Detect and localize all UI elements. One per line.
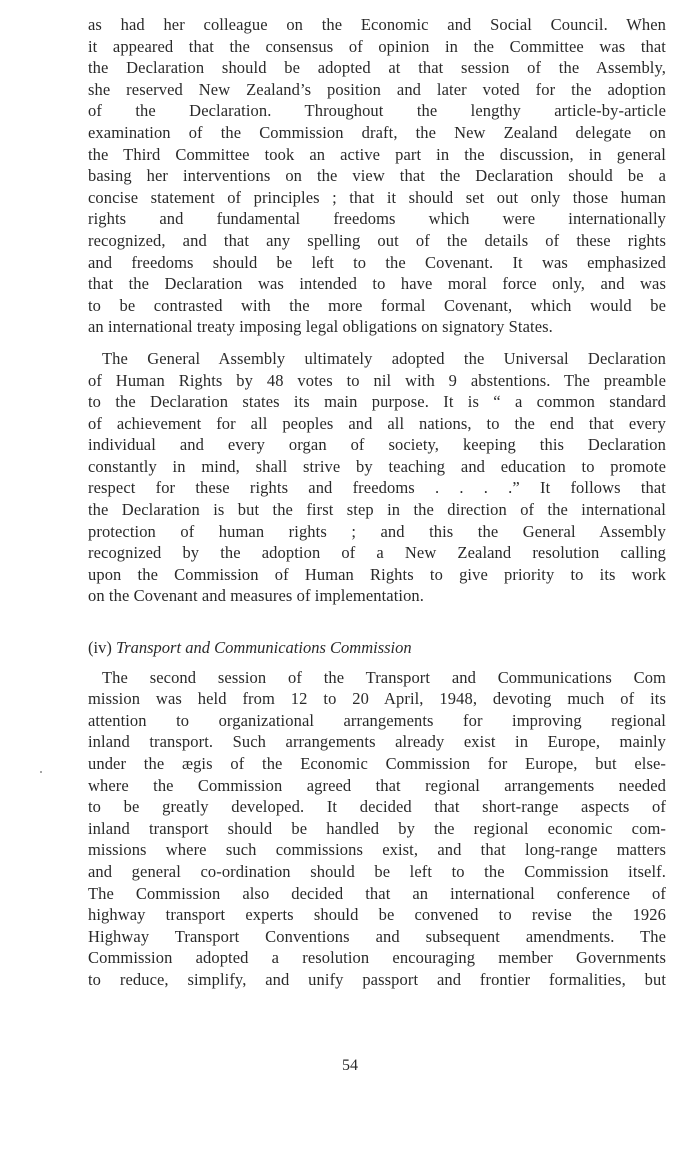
text-line: on the Covenant and measures of implementation. (88, 586, 424, 606)
text-line: Highway Transport Conventions and subsequent amendments. The (88, 926, 666, 946)
text-line: missions where such commissions exist, and that long-range matters (88, 840, 666, 860)
paragraph-universal-declaration (88, 348, 666, 607)
text-line: The Commission also decided that an international conference of (88, 883, 666, 903)
paragraph-declaration-adoption (88, 14, 666, 338)
page-body (88, 14, 666, 991)
text-line: to the Declaration states its main purpose. It is “ a common standard (88, 392, 666, 412)
text-line: and freedoms should be left to the Covenant. It was emphasized (88, 252, 666, 272)
text-line: upon the Commission of Human Rights to give priority to its work (88, 564, 666, 584)
text-line: individual and every organ of society, keeping this Declaration (88, 435, 666, 455)
section-heading (88, 637, 666, 659)
text-line: of the Declaration. Throughout the lengthy article-by-article (88, 101, 666, 121)
text-line: mission was held from 12 to 20 April, 1948, devoting much of its (88, 689, 666, 709)
text-line: concise statement of principles ; that it should set out only those human (88, 187, 666, 207)
text-line: as had her colleague on the Economic and Social Council. When (88, 15, 666, 34)
text-line: to be contrasted with the more formal Covenant, which would be (88, 295, 666, 315)
text-line: and general co-ordination should be left to the Commission itself. (88, 861, 666, 881)
text-line: under the ægis of the Economic Commission for Europe, but else- (88, 754, 666, 773)
text-line: to reduce, simplify, and unify passport and frontier formalities, but (88, 969, 666, 989)
page-number: 54 (342, 1057, 358, 1074)
text-line: Commission adopted a resolution encouraging member Governments (88, 948, 666, 968)
text-line: she reserved New Zealand’s position and later voted for the adoption (88, 79, 666, 99)
text-line: it appeared that the consensus of opinion in the Committee was that (88, 36, 666, 56)
section-title: Transport and Communications Commission (115, 638, 412, 658)
text-line: of achievement for all peoples and all nations, to the end that every (88, 413, 666, 433)
text-line: attention to organizational arrangements for improving regional (88, 710, 666, 730)
paragraph-transport-commission (88, 667, 666, 991)
text-line: an international treaty imposing legal obligations on signatory States. (88, 317, 553, 337)
text-line: of Human Rights by 48 votes to nil with 9 abstentions. The preamble (88, 370, 666, 390)
text-line: recognized by the adoption of a New Zealand resolution calling (88, 543, 666, 563)
text-line: recognized, and that any spelling out of the details of these rights (88, 230, 666, 250)
text-line: respect for these rights and freedoms . . . .” It follows that (88, 478, 666, 498)
text-line: constantly in mind, shall strive by teaching and education to promote (88, 456, 666, 476)
text-line: protection of human rights ; and this the General Assembly (88, 521, 666, 541)
text-line: rights and fundamental freedoms which were internationally (88, 209, 666, 229)
text-line: examination of the Commission draft, the New Zealand delegate on (88, 122, 666, 142)
section-number: (iv) (88, 638, 112, 658)
text-line: The General Assembly ultimately adopted the Universal Declaration (102, 348, 666, 368)
text-line: highway transport experts should be convened to revise the 1926 (88, 905, 666, 925)
text-line: inland transport. Such arrangements already exist in Europe, mainly (88, 732, 666, 752)
text-line: the Declaration should be adopted at that session of the Assembly, (88, 58, 666, 78)
text-line: that the Declaration was intended to have moral force only, and was (88, 274, 666, 294)
margin-speck (40, 771, 42, 773)
text-line: to be greatly developed. It decided that short-range aspects of (88, 797, 666, 817)
text-line: The second session of the Transport and Communications Com (102, 667, 666, 687)
text-line: the Third Committee took an active part in the discussion, in general (88, 144, 666, 164)
text-line: inland transport should be handled by the regional economic com- (88, 818, 666, 838)
text-line: basing her interventions on the view that the Declaration should be a (88, 166, 666, 186)
text-line: the Declaration is but the first step in the direction of the international (88, 500, 666, 520)
text-line: where the Commission agreed that regional arrangements needed (88, 775, 666, 795)
